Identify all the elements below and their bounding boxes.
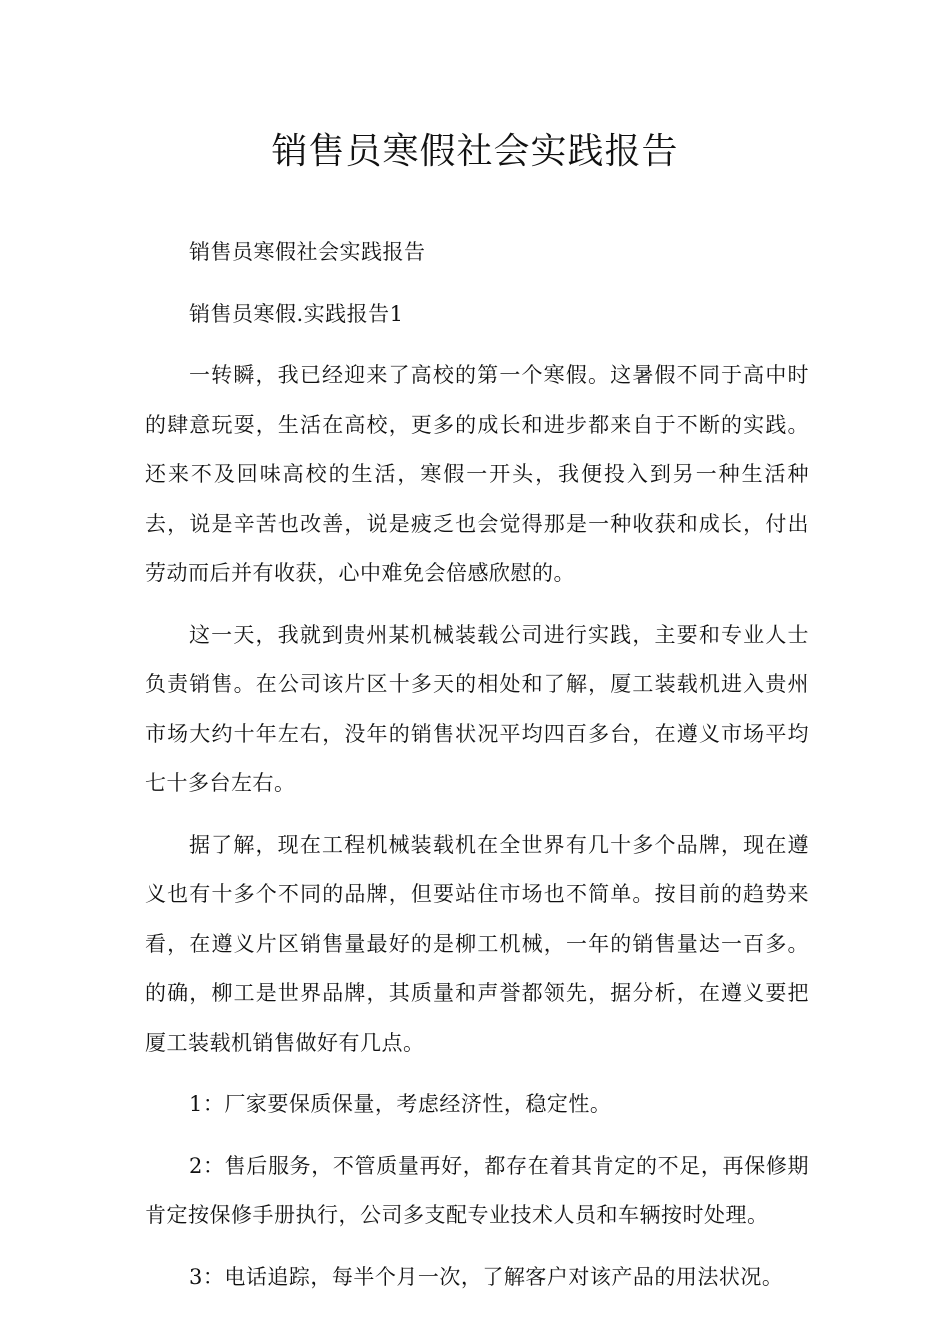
list-item: 2：售后服务，不管质量再好，都存在着其肯定的不足，再保修期肯定按保修手册执行，公司多支配专业技术人员和车辆按时处理。	[145, 1153, 809, 1227]
paragraph: 一转瞬，我已经迎来了高校的第一个寒假。这暑假不同于高中时的肆意玩耍，生活在高校，更多的成长和进步都来自于不断的实践。还来不及回味高校的生活，寒假一开头，我便投入到另一种生活种去，说是辛苦也改善，说是疲乏也会觉得那是一种收获和成长，付出劳动而后并有收获，心中难免会倍感欣慰的。	[145, 363, 809, 585]
paragraph: 这一天，我就到贵州某机械装载公司进行实践，主要和专业人士负责销售。在公司该片区十多天的相处和了解，厦工装载机进入贵州市场大约十年左右，没年的销售状况平均四百多台，在遵义市场平均七十多台左右。	[145, 622, 809, 795]
document-title: 销售员寒假社会实践报告	[271, 131, 679, 172]
paragraph: 销售员寒假.实践报告1	[189, 301, 404, 326]
list-item: 1：厂家要保质保量，考虑经济性，稳定性。	[189, 1092, 612, 1116]
document-body	[145, 228, 809, 1314]
list-item: 3：电话追踪，每半个月一次，了解客户对该产品的用法状况。	[189, 1264, 784, 1289]
paragraph: 据了解，现在工程机械装载机在全世界有几十多个品牌，现在遵义也有十多个不同的品牌，但要站住市场也不简单。按目前的趋势来看，在遵义片区销售量最好的是柳工机械，一年的销售量达一百多。的确，柳工是世界品牌，其质量和声誉都领先，据分析，在遵义要把厦工装载机销售做好有几点。	[145, 832, 809, 1055]
paragraph: 销售员寒假社会实践报告	[189, 240, 426, 264]
